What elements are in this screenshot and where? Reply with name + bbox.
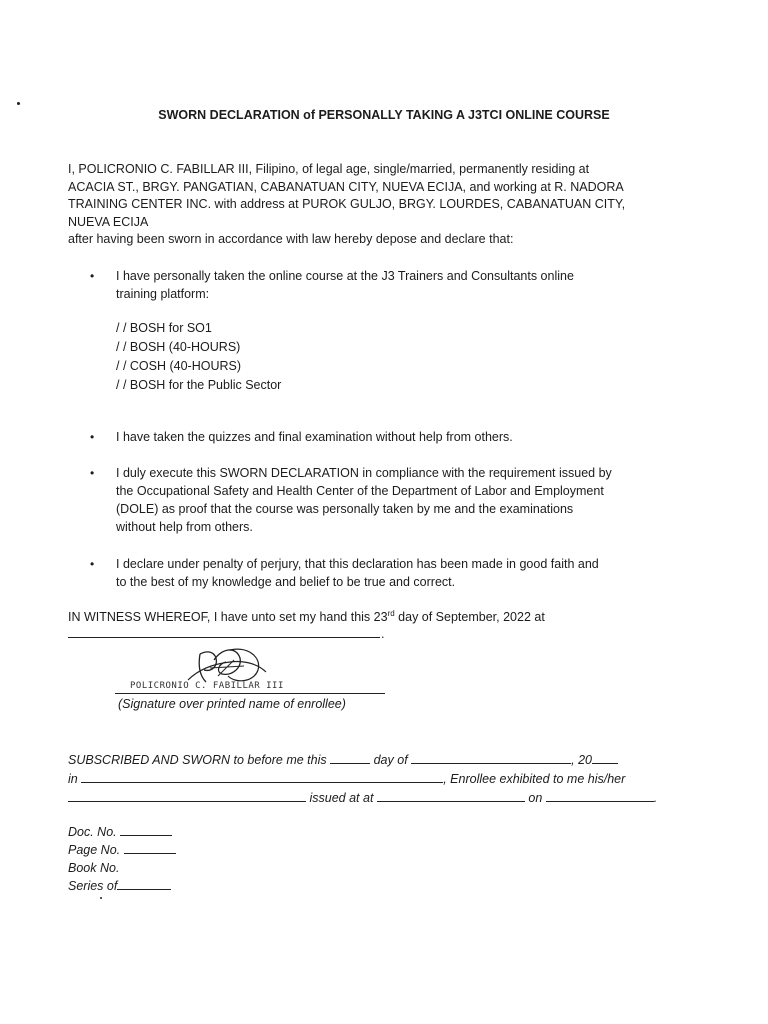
item-line: the Occupational Safety and Health Center of the Department of Labor and Employment [116,484,604,498]
field-blank [124,841,176,854]
witness-text: IN WITNESS WHEREOF, I have unto set my hand this 23 [68,610,388,625]
doc-number-field [68,823,176,841]
course-item: / / BOSH for SO1 [116,321,212,335]
item-line: to the best of my knowledge and belief to be true and correct. [116,575,456,589]
witness-text: day of September, 2022 at [394,610,545,625]
notary-text: day of [373,753,408,767]
intro-line: I, POLICRONIO C. FABILLAR III, Filipino, of legal age, single/married, permanently residing at [68,162,590,176]
intro-line: TRAINING CENTER INC. with address at PUROK GULJO, BRGY. LOURDES, CABANATUAN CITY, [68,197,626,211]
notarial-register [68,823,176,895]
signature-line [115,693,385,694]
intro-line: ACACIA ST., BRGY. PANGATIAN, CABANATUAN CITY, NUEVA ECIJA, and working at R. NADORA [68,179,624,194]
notary-line-1 [68,751,688,770]
bullet-icon: • [90,430,95,444]
item-line: I duly execute this SWORN DECLARATION in compliance with the requirement issued by [116,466,612,480]
notary-text: SUBSCRIBED AND SWORN to before me this [68,753,327,767]
field-label: Page No. [68,843,121,857]
printed-name: POLICRONIO C. FABILLAR III [130,681,284,691]
notary-text: in [68,772,78,786]
ordinal-suffix: rd [387,609,395,618]
declaration-item-quizzes [90,428,680,446]
notary-text: , 20 [571,753,593,767]
bullet-icon: • [90,466,95,480]
item-line: I have personally taken the online course at the J3 Trainers and Consultants online [116,269,574,283]
declarant-intro [68,161,698,249]
page-number-field [68,841,176,859]
intro-line: NUEVA ECIJA [68,214,149,229]
bullet-icon: • [90,557,95,571]
declaration-item-online-course [90,267,680,303]
field-label: Book No. [68,861,120,875]
declaration-item-compliance [90,464,680,536]
course-list [116,319,281,395]
line-period: . [381,627,385,641]
item-line: training platform: [116,287,210,301]
signature-caption: (Signature over printed name of enrollee) [118,697,346,711]
notary-line-2 [68,770,688,789]
notary-line-3 [68,789,688,808]
intro-line: after having been sworn in accordance with law hereby depose and declare that: [68,232,514,246]
course-item: / / COSH (40-HOURS) [116,359,242,373]
scan-speck [17,102,20,105]
field-label: Doc. No. [68,825,117,839]
item-line: I have taken the quizzes and final examination without help from others. [116,430,513,444]
month-blank [411,751,571,764]
bullet-icon: • [90,269,95,283]
course-item: / / BOSH for the Public Sector [116,378,282,392]
id-blank [68,789,306,802]
course-item: / / BOSH (40-HOURS) [116,340,241,354]
item-line: (DOLE) as proof that the course was personally taken by me and the examinations [116,502,574,516]
book-number-field [68,859,176,877]
item-line: without help from others. [116,520,253,534]
issued-at-blank [377,789,525,802]
place-line [68,637,380,638]
scan-speck [100,897,102,899]
notary-section [68,751,688,808]
field-label: Series of [68,879,118,893]
year-blank [592,751,618,764]
series-field [68,877,176,895]
declaration-item-perjury [90,555,680,591]
field-blank [120,823,172,836]
field-blank [117,877,171,890]
notary-text: issued at at [309,791,374,805]
item-line: I declare under penalty of perjury, that this declaration has been made in good faith and [116,557,599,571]
notary-text: . [653,791,658,805]
issued-on-blank [546,789,654,802]
notary-text: on [528,791,543,805]
place-blank [81,770,443,783]
document-title: SWORN DECLARATION of PERSONALLY TAKING A J3TCI ONLINE COURSE [158,108,610,122]
day-blank [330,751,370,764]
notary-text: , Enrollee exhibited to me his/her [443,772,626,786]
witness-statement [68,609,708,624]
